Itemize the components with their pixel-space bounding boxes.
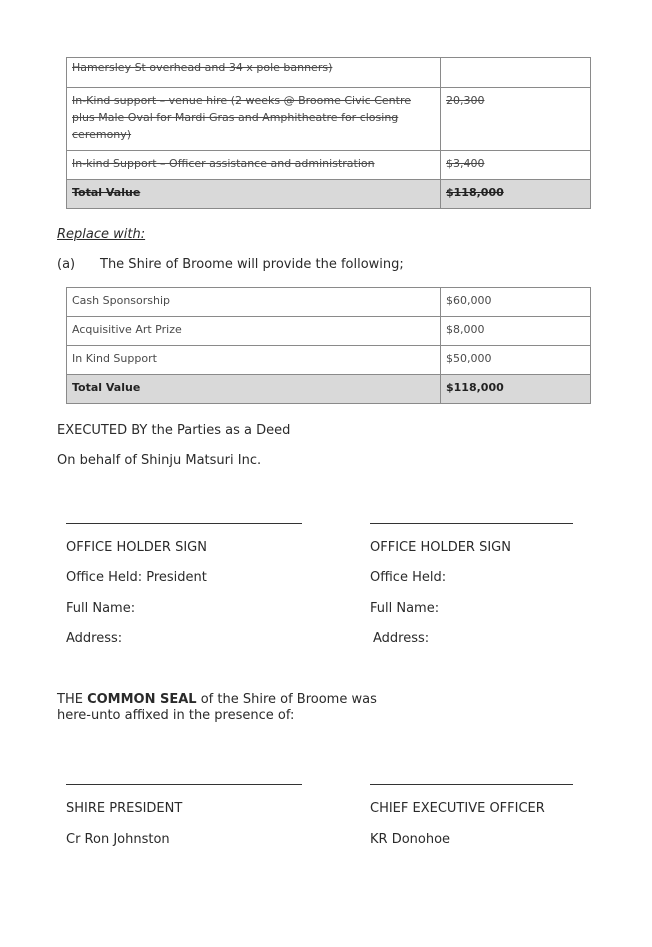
table-total-row xyxy=(67,180,591,209)
ceo-title: CHIEF EXECUTIVE OFFICER xyxy=(370,801,545,816)
table-row xyxy=(67,88,591,151)
signature-line-right xyxy=(370,523,573,524)
right-office-held: Office Held: xyxy=(370,570,447,585)
seal-suffix: of the Shire of Broome was xyxy=(196,692,377,707)
total-label: Total Value xyxy=(67,180,441,209)
new-sponsorship-table xyxy=(66,287,591,404)
signature-line-shire-president xyxy=(66,784,302,785)
replace-heading: Replace with: xyxy=(57,227,146,242)
row-description: In-kind Support – Officer assistance and administration xyxy=(67,151,441,180)
row-amount: $8,000 xyxy=(441,317,591,346)
table-row xyxy=(67,288,591,317)
table-row xyxy=(67,346,591,375)
left-address: Address: xyxy=(66,631,123,646)
common-seal-line-2: here-unto affixed in the presence of: xyxy=(57,708,295,723)
row-amount xyxy=(441,58,591,88)
row-amount: $3,400 xyxy=(441,151,591,180)
row-description: Acquisitive Art Prize xyxy=(67,317,441,346)
row-amount: 20,300 xyxy=(441,88,591,151)
table-row xyxy=(67,58,591,88)
shire-president-title: SHIRE PRESIDENT xyxy=(66,801,183,816)
right-address: Address: xyxy=(373,631,430,646)
clause-text: The Shire of Broome will provide the following; xyxy=(100,257,404,272)
seal-prefix: THE xyxy=(57,692,88,707)
left-full-name: Full Name: xyxy=(66,601,136,616)
row-amount: $50,000 xyxy=(441,346,591,375)
table-row xyxy=(67,151,591,180)
table-total-row xyxy=(67,375,591,404)
left-sign-label: OFFICE HOLDER SIGN xyxy=(66,540,207,555)
ceo-name: KR Donohoe xyxy=(370,832,451,847)
common-seal-line-1 xyxy=(57,692,377,707)
row-description: Hamersley St overhead and 34 x pole banners) xyxy=(67,58,441,88)
shire-president-name: Cr Ron Johnston xyxy=(66,832,170,847)
row-amount: $60,000 xyxy=(441,288,591,317)
executed-statement: EXECUTED BY the Parties as a Deed xyxy=(57,423,291,438)
right-sign-label: OFFICE HOLDER SIGN xyxy=(370,540,511,555)
signature-line-ceo xyxy=(370,784,573,785)
total-amount: $118,000 xyxy=(441,375,591,404)
total-label: Total Value xyxy=(67,375,441,404)
on-behalf-statement: On behalf of Shinju Matsuri Inc. xyxy=(57,453,262,468)
row-description: In-Kind support – venue hire (2 weeks @ Broome Civic Centre plus Male Oval for Mardi Gras and Amphitheatre for closing ceremony) xyxy=(67,88,441,151)
signature-line-left xyxy=(66,523,302,524)
seal-bold: COMMON SEAL xyxy=(87,692,197,707)
right-full-name: Full Name: xyxy=(370,601,440,616)
row-description: Cash Sponsorship xyxy=(67,288,441,317)
clause-label: (a) xyxy=(57,257,76,272)
total-amount: $118,000 xyxy=(441,180,591,209)
table-row xyxy=(67,317,591,346)
row-description: In Kind Support xyxy=(67,346,441,375)
original-sponsorship-table xyxy=(66,57,591,209)
left-office-held: Office Held: President xyxy=(66,570,207,585)
